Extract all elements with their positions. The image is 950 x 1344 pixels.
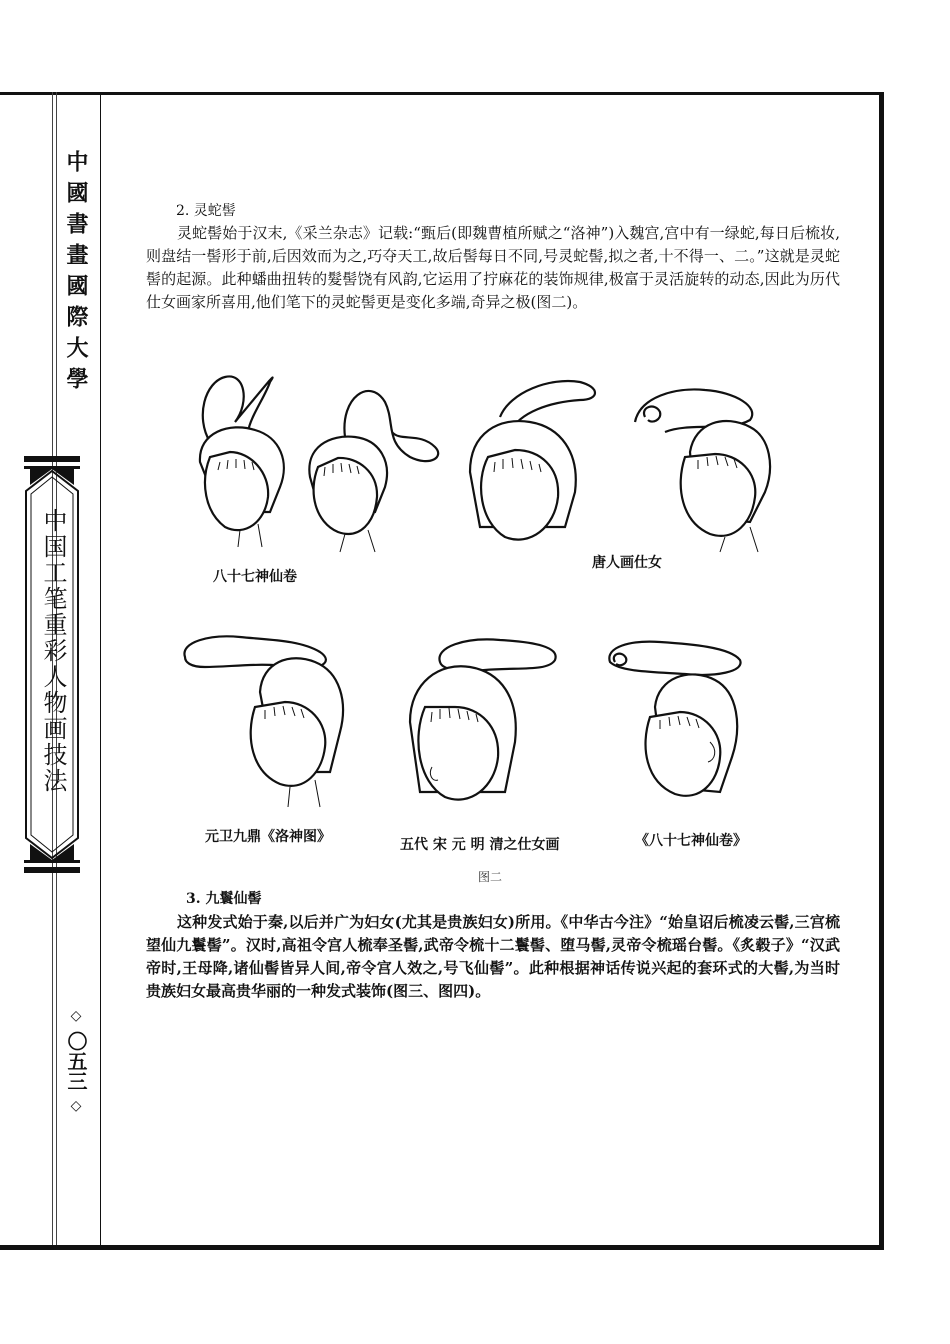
- page-frame-bottom: [0, 1245, 884, 1250]
- head-sketch-2: [309, 391, 438, 552]
- figure-caption: 《八十七神仙卷》: [635, 833, 747, 849]
- head-sketch-7: [609, 642, 740, 796]
- page-number-digits: 〇五三: [64, 1031, 88, 1091]
- hairstyle-illustrations: [170, 362, 860, 862]
- figure-caption: 五代 宋 元 明 清之仕女画: [400, 837, 560, 853]
- head-sketch-4: [635, 389, 770, 552]
- section-heading-2: 2. 灵蛇髻: [176, 203, 236, 219]
- figure-caption: 八十七神仙卷: [213, 569, 297, 585]
- section-paragraph-3: 这种发式始于秦,以后并广为妇女(尤其是贵族妇女)所用。《中华古今注》“始皇诏后梳凌云髻,三宫梳望仙九鬟髻”。汉时,高祖令宫人梳奉圣髻,武帝令梳十二鬟髻、堕马髻,灵帝令梳瑶台髻。《炙毂子》“汉武帝时,王母降,诸仙髻皆异人间,帝令宫人效之,号飞仙髻”。此种根据神话传说兴起的套环式的大髻,为当时贵族妇女最高贵华丽的一种发式装饰(图三、图四)。: [146, 913, 840, 1000]
- book-title: 中国工笔重彩人物画技法: [39, 508, 67, 794]
- head-sketch-1: [200, 376, 284, 547]
- diamond-icon: ◇: [70, 1008, 82, 1024]
- page-frame-top: [0, 92, 884, 95]
- head-sketch-3: [470, 381, 595, 540]
- page-number: [62, 1005, 90, 1117]
- banner-bar-bottom-thin: [24, 860, 80, 863]
- figure-caption: 唐人画仕女: [592, 555, 662, 571]
- university-title: 中國書畫國際大學: [63, 150, 88, 398]
- head-sketch-6: [410, 639, 556, 799]
- page-frame-inner-left: [100, 92, 101, 1245]
- banner-bar-bottom: [24, 867, 80, 873]
- section-heading-3: 3. 九鬟仙髻: [186, 891, 262, 907]
- head-sketch-5: [184, 636, 343, 807]
- figure-label: 图二: [478, 870, 503, 884]
- page-frame-right: [879, 92, 884, 1250]
- figure-caption: 元卫九鼎《洛神图》: [205, 829, 331, 845]
- diamond-icon: ◇: [70, 1098, 82, 1114]
- banner-bar-top: [24, 456, 80, 462]
- section-paragraph-2: 灵蛇髻始于汉末,《采兰杂志》记载:“甄后(即魏曹植所赋之“洛神”)入魏宫,宫中有一绿蛇,每日后梳妆,则盘结一髻形于前,后因效而为之,巧夺天工,故后髻每日不同,号灵蛇髻,拟之者,十不得一、二。”这就是灵蛇髻的起源。此种蟠曲扭转的髮髻饶有风韵,它运用了拧麻花的装饰规律,极富于灵活旋转的动态,因此为历代仕女画家所喜用,他们笔下的灵蛇髻更是变化多端,奇异之极(图二)。: [146, 224, 840, 311]
